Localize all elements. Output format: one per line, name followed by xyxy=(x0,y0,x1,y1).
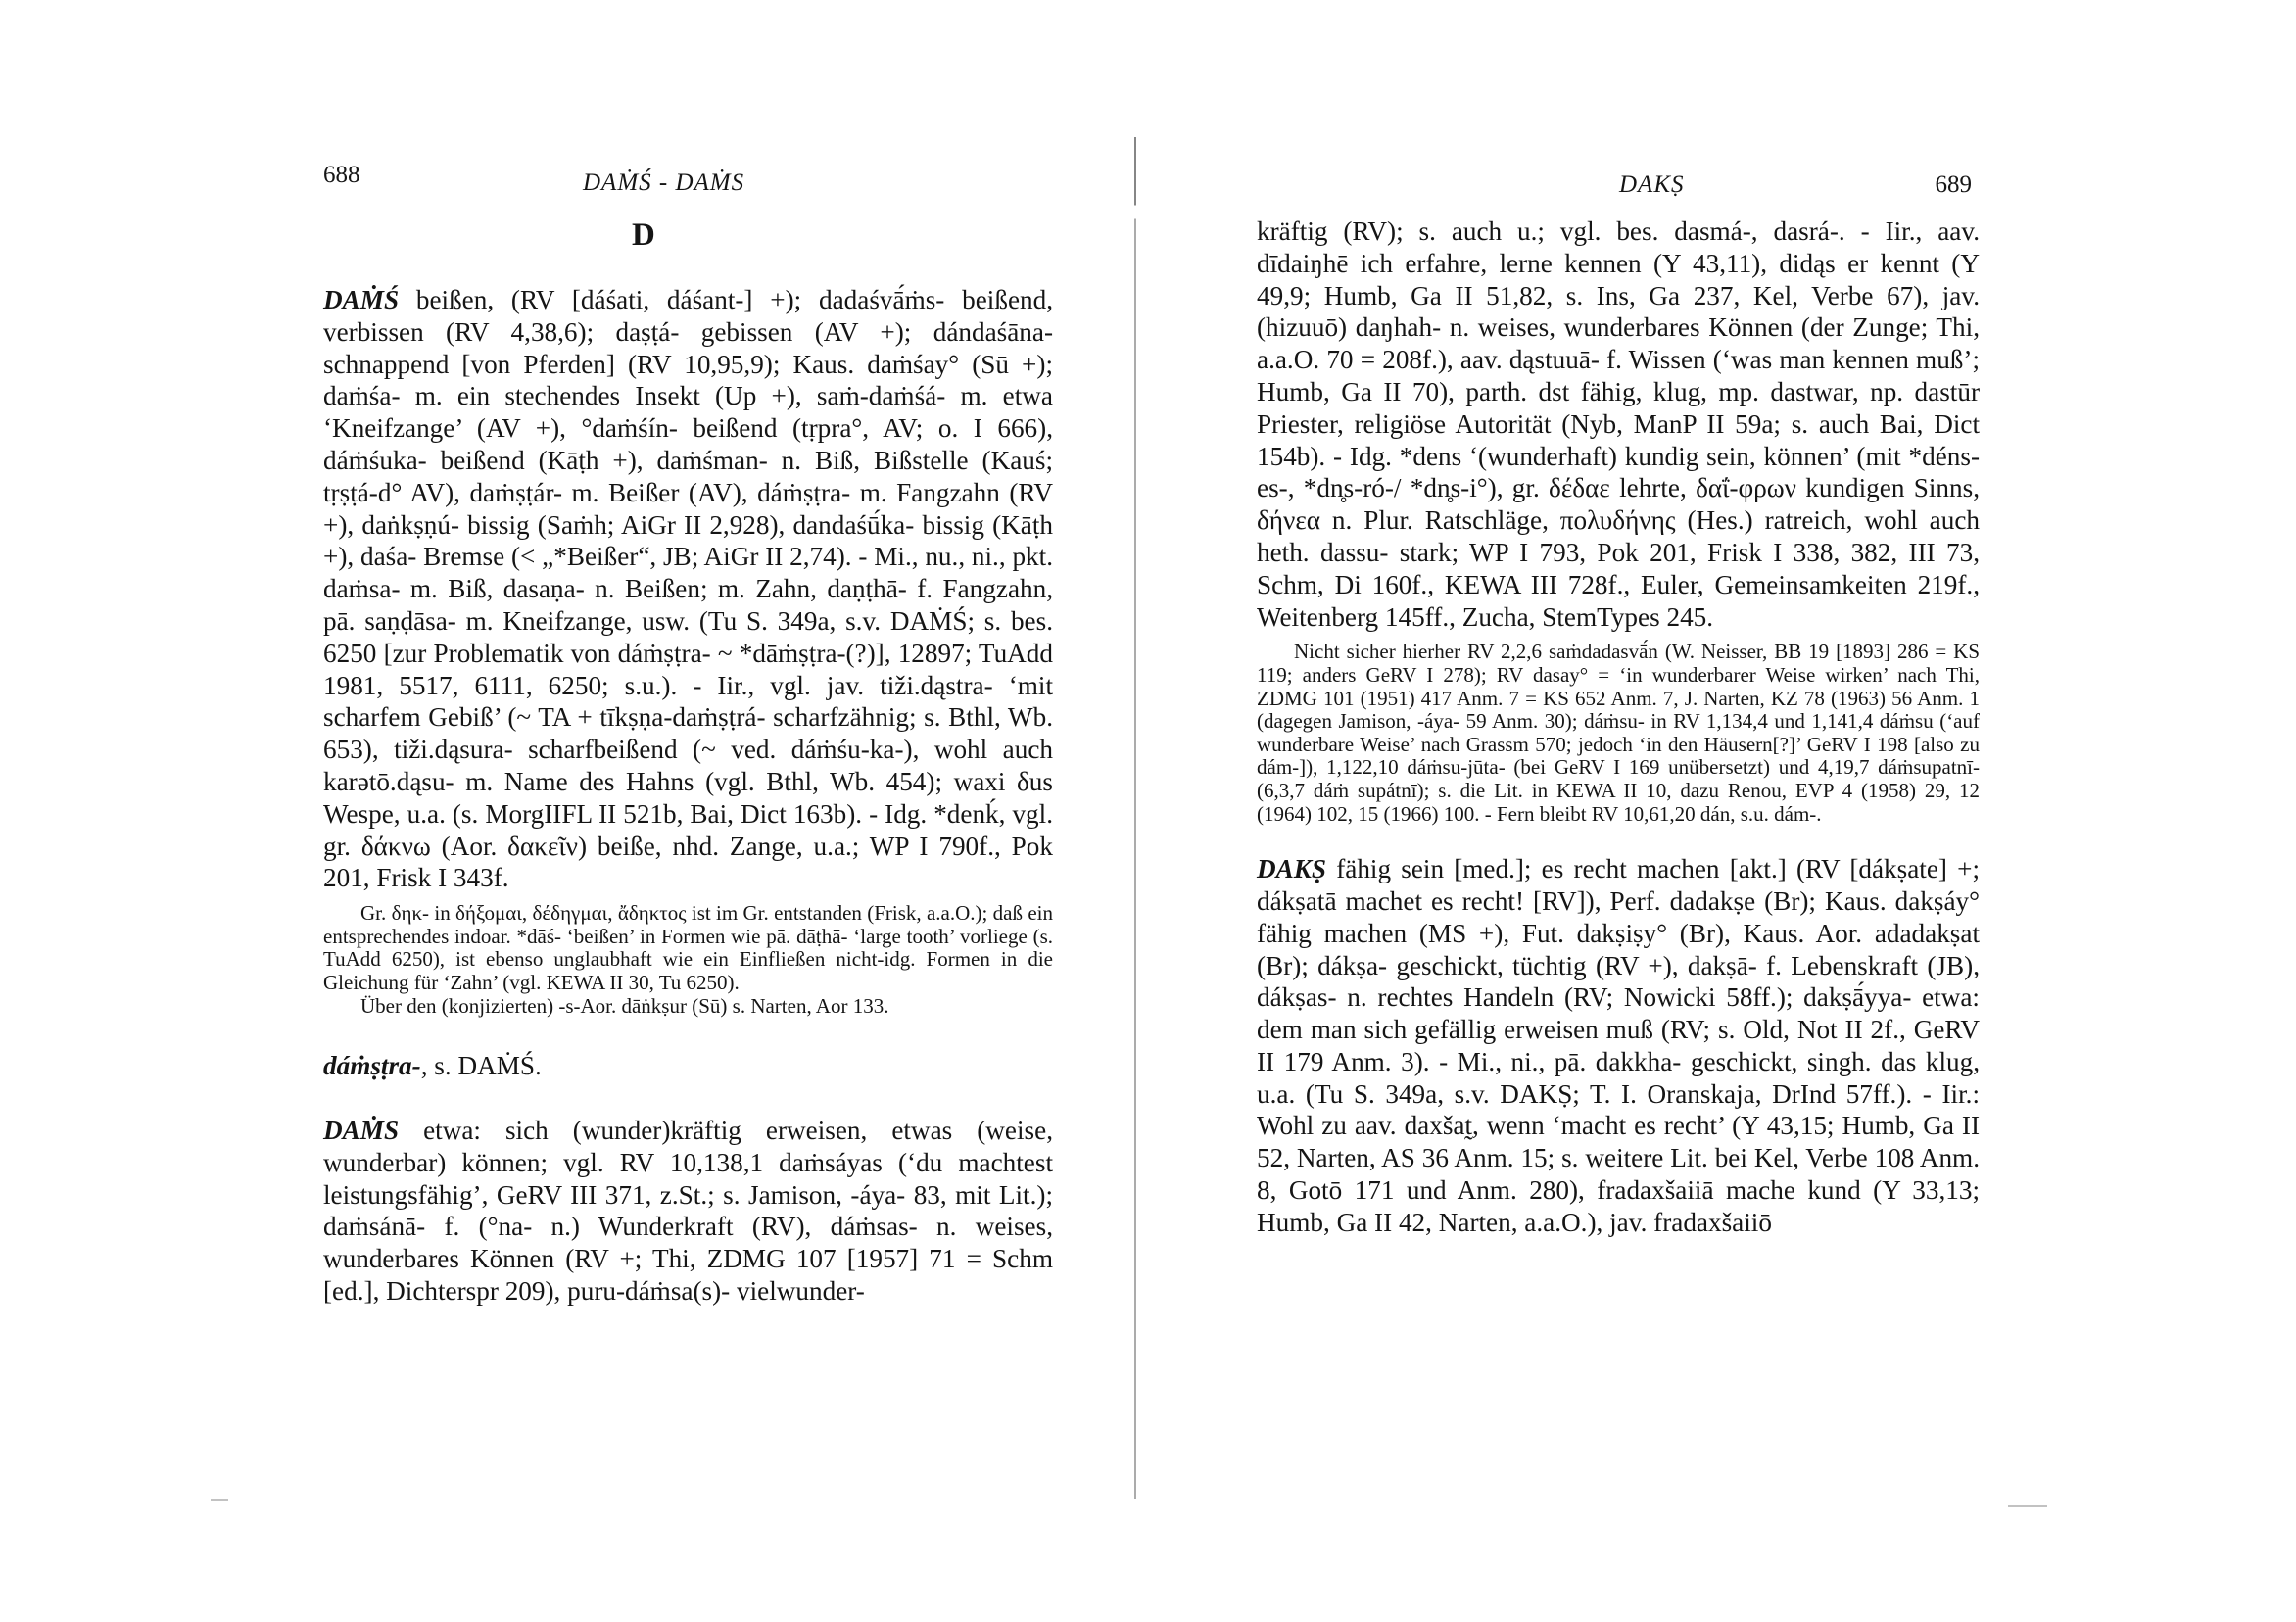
scan-mark xyxy=(2008,1505,2047,1507)
page-number: 688 xyxy=(323,162,360,188)
entry-continuation: kräftig (RV); s. auch u.; vgl. bes. dasmá-, dasrá-. - Iir., aav. dīdaiŋhē ich erfahre, lerne kennen (Y 43,11), didąs er kennt (Y 49,9; Humb, Ga II 51,82, s. Ins, Ga 237, Kel, Verbe 67), jav. (hizuuō) daŋhah- n. weises, wunderbares Können (der Zunge; Thi, a.a.O. 70 = 208f.), aav. dąstuuā- f. Wissen (‘was man kennen muß’; Humb, Ga II 70), parth. dst fähig, klug, mp. dastwar, np. dastūr Priester, religiöse Autorität (Nyb, ManP II 59a; s. auch Bai, Dict 154b). - Idg. *dens ‘(wunderhaft) kundig sein, können’ (mit *déns-es-, *dn̥s-ró-/ *dn̥s-i°), gr. δέδαε lehrte, δαΐ-φρων kundigen Sinns, δήνεα n. Plur. Ratschläge, πολυδήνης (Hes.) ratreich, wohl auch heth. dassu- stark; WP I 793, Pok 201, Frisk I 338, 382, III 73, Schm, Di 160f., KEWA III 728f., Euler, Gemeinsamkeiten 219f., Weitenberg 145ff., Zucha, StemTypes 245. xyxy=(1257,216,1980,632)
entry-headword: DAṀŚ xyxy=(323,285,400,314)
entry-headword: DAKṢ xyxy=(1257,854,1327,884)
page-gutter xyxy=(1134,137,1136,1499)
entry-headword: dáṁṣṭra- xyxy=(323,1051,421,1081)
entry-text: , s. DAṀŚ. xyxy=(420,1051,542,1081)
entry-note: Gr. δηκ- in δήξομαι, δέδηγμαι, ἄδηκτος ist im Gr. entstanden (Frisk, a.a.O.); daß ein entsprechendes indoar. *dāś- ‘beißen’ in Formen wie pā. dāṭhā- ‘large tooth’ vorliege (s. TuAdd 6250), ist ebenso unglaubhaft wie ein Einfließen nicht-idg. Formen in die Gleichung für ‘Zahn’ (vgl. KEWA II 30, Tu 6250). xyxy=(323,901,1053,994)
section-letter: D xyxy=(632,217,655,253)
dictionary-entry xyxy=(1257,853,1980,1239)
scan-mark xyxy=(211,1499,228,1501)
running-head: DAṀŚ - DAṀS xyxy=(583,169,745,196)
right-page-body xyxy=(1257,215,1980,1239)
left-page-body xyxy=(323,284,1053,1308)
right-page-header xyxy=(1257,162,1980,201)
entry-text: beißen, (RV [dáśati, dáśant-] +); dadaśvā́ṁs- beißend, verbissen (RV 4,38,6); daṣṭá- gebissen (AV +); dándaśāna- schnappend [von Pferden] (RV 10,95,9); Kaus. daṁśay° (Sū +); daṁśa- m. ein stechendes Insekt (Up +), saṁ-daṁśá- m. etwa ‘Kneifzange’ (AV +), °daṁśín- beißend (tṛpra°, AV; o. I 666), dáṁśuka- beißend (Kāṭh +), daṁśman- n. Biß, Bißstelle (Kauś; tṛṣṭá-d° AV), daṁṣṭár- m. Beißer (AV), dáṁṣṭra- m. Fangzahn (RV +), daṅkṣṇú- bissig (Saṁh; AiGr II 2,928), dandaśū́ka- bissig (Kāṭh +), daśa- Bremse (< „*Beißer“, JB; AiGr II 2,74). - Mi., nu., ni., pkt. daṁsa- m. Biß, dasaṇa- n. Beißen; m. Zahn, daṇṭhā- f. Fangzahn, pā. saṇḍāsa- m. Kneifzange, usw. (Tu S. 349a, s.v. DAṀŚ; s. bes. 6250 [zur Problematik von dáṁṣṭra- ~ *dāṁṣṭra-(?)], 12897; TuAdd 1981, 5517, 6111, 6250; s.u.). - Iir., vgl. jav. tiži.dąstra- ‘mit scharfem Gebiß’ (~ TA + tīkṣṇa-daṁṣṭrá- scharfzähnig; s. Bthl, Wb. 653), tiži.dąsura- scharfbeißend (~ ved. dáṁśu-ka-), wohl auch karətō.dąsu- m. Name des Hahns (vgl. Bthl, Wb. 454); waxi δus Wespe, u.a. (s. MorgIIFL II 521b, Bai, Dict 163b). - Idg. *denḱ, vgl. gr. δάκνω (Aor. δακεῖν) beiße, nhd. Zange, u.a.; WP I 790f., Pok 201, Frisk I 343f. xyxy=(323,285,1054,893)
dictionary-entry xyxy=(323,1115,1053,1308)
right-page xyxy=(1257,0,1980,1622)
left-page-header xyxy=(323,162,1053,201)
entry-headword: DAṀS xyxy=(323,1115,400,1145)
dictionary-entry xyxy=(323,1050,1053,1082)
entry-note: Nicht sicher hierher RV 2,2,6 saṁdadasvā́n (W. Neisser, BB 19 [1893] 286 = KS 119; anders GeRV I 278); RV dasay° = ‘in wunderbarer Weise wirken’ nach Thi, ZDMG 101 (1951) 417 Anm. 7 = KS 652 Anm. 7, J. Narten, KZ 78 (1963) 56 Anm. 1 (dagegen Jamison, -áya- 59 Anm. 30); dáṁsu- in RV 1,134,4 und 1,141,4 dáṁsu (‘auf wunderbare Weise’ nach Grassm 570; jedoch ‘in den Häusern[?]’ GeRV I 198 [also zu dám-]), 1,122,10 dáṁsu-jūta- (bei GeRV I 169 unübersetzt) und 4,19,7 dáṁsupatnī- (6,3,7 dáṁ supátnī); s. die Lit. in KEWA II 10, dazu Renou, EVP 4 (1958) 29, 12 (1964) 102, 15 (1966) 100. - Fern bleibt RV 10,61,20 dán, s.u. dám-. xyxy=(1257,640,1980,826)
page-number: 689 xyxy=(1935,171,1972,198)
dictionary-entry xyxy=(323,284,1053,894)
entry-text: fähig sein [med.]; es recht machen [akt.] (RV [dákṣate] +; dákṣatā machet es recht! [RV]), Perf. dadakṣe (Br); Kaus. dakṣáy° fähig machen (MS +), Fut. dakṣiṣy° (Br), Kaus. Aor. adadakṣat (Br); dákṣa- geschickt, tüchtig (RV +), dakṣā- f. Lebenskraft (JB), dákṣas- n. rechtes Handeln (RV; Nowicki 58ff.); dakṣā́yya- etwa: dem man sich gefällig erweisen muß (RV; s. Old, Not II 2f., GeRV II 179 Anm. 3). - Mi., ni., pā. dakkha- geschickt, singh. das klug, u.a. (Tu S. 349a, s.v. DAKṢ; T. I. Oranskaja, DrInd 57ff.). - Iir.: Wohl zu aav. daxšat̰, wenn ‘macht es recht’ (Y 43,15; Humb, Ga II 52, Narten, AS 36 Anm. 15; s. weitere Lit. bei Kel, Verbe 108 Anm. 8, Gotō 171 und Anm. 280), fradaxšaiiā mache kund (Y 33,13; Humb, Ga II 42, Narten, a.a.O.), jav. fradaxšaiiō xyxy=(1257,854,1981,1237)
entry-note: Über den (konjizierten) -s-Aor. dāṅkṣur (Sū) s. Narten, Aor 133. xyxy=(360,993,889,1018)
entry-text: etwa: sich (wunder)kräftig erweisen, etwas (weise, wunderbar) können; vgl. RV 10,138,1 daṁsáyas (‘du machtest leistungsfähig’, GeRV III 371, z.St.; s. Jamison, -áya- 83, mit Lit.); daṁsánā- f. (°na- n.) Wunderkraft (RV), dáṁsas- n. weises, wunderbares Können (RV +; Thi, ZDMG 107 [1957] 71 = Schm [ed.], Dichterspr 209), puru-dáṁsa(s)- vielwunder- xyxy=(323,1115,1053,1306)
left-page xyxy=(323,0,1053,1622)
running-head: DAKṢ xyxy=(1619,171,1685,198)
